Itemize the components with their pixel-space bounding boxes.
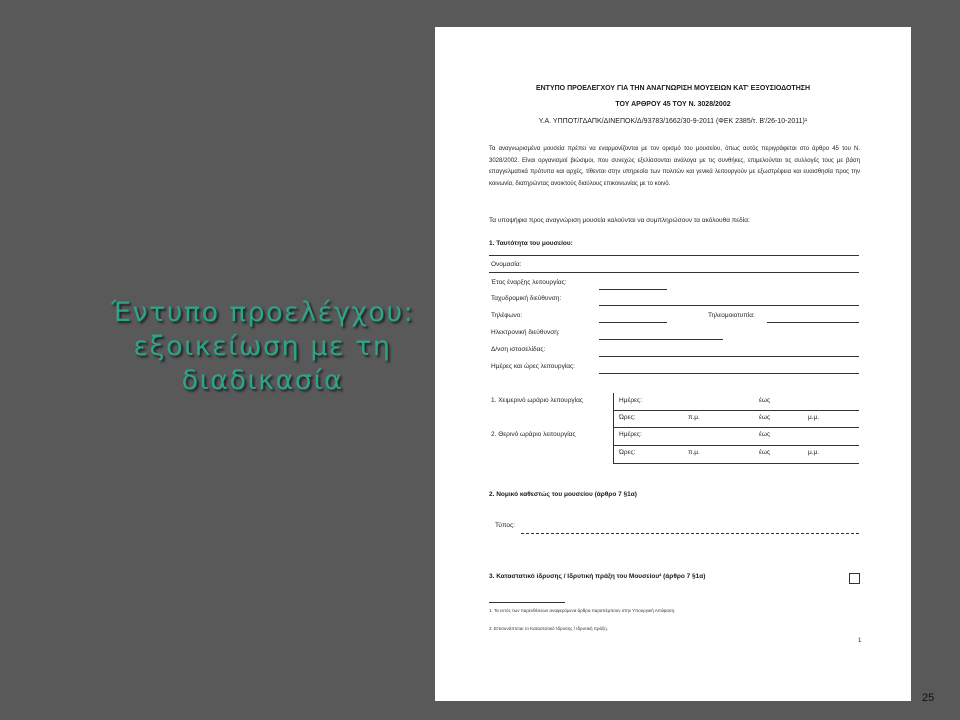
schedule-row-divider — [613, 445, 859, 446]
section-2-title: 2. Νομικό καθεστώς του μουσείου (άρθρο 7 §1α) — [489, 491, 637, 498]
postal-address-field-line — [599, 305, 859, 306]
website-label: Δ/νση ιστοσελίδας: — [491, 346, 546, 353]
winter-schedule-label: 1. Χειμερινό ωράριο λειτουργίας — [491, 397, 583, 404]
footnote-2: 2. Επισυνάπτεται το Καταστατικό Ίδρυσης / Ιδρυτική πράξη. — [489, 626, 608, 631]
email-field-line — [599, 339, 723, 340]
form-page-number: 1 — [858, 638, 862, 644]
form-heading-line-2: ΤΟΥ ΑΡΘΡΟΥ 45 ΤΟΥ Ν. 3028/2002 — [615, 101, 731, 108]
footnote-1: 1. Τα εντός των παρενθέσεων αναφερόμενα άρθρα παραπέμπουν στην Υπουργική Απόφαση. — [489, 608, 676, 613]
type-label: Τύπος: — [495, 522, 515, 529]
form-heading-line-1: ΕΝΤΥΠΟ ΠΡΟΕΛΕΓΧΟΥ ΓΙΑ ΤΗΝ ΑΝΑΓΝΩΡΙΣΗ ΜΟΥΣΕΙΩΝ ΚΑΤ' ΕΞΟΥΣΙΟΔΟΤΗΣΗ — [535, 85, 811, 92]
phone-field-line — [599, 322, 667, 323]
winter-hours-until: έως — [759, 414, 771, 421]
schedule-row-divider — [613, 427, 859, 428]
start-year-label: Έτος έναρξης λειτουργίας: — [491, 279, 567, 286]
scanned-form-page — [435, 27, 911, 701]
winter-hours-am: π.μ. — [688, 414, 700, 421]
winter-hours-label: Ώρες: — [619, 414, 636, 421]
name-field-line — [489, 272, 859, 273]
winter-days-until: έως — [759, 397, 771, 404]
founding-statute-checkbox — [849, 573, 860, 584]
days-hours-field-line — [599, 373, 859, 374]
summer-hours-pm: μ.μ. — [808, 449, 820, 456]
fax-field-line — [767, 322, 859, 323]
summer-days-label: Ημέρες: — [619, 431, 642, 438]
fax-label: Τηλεομοιοτυπία: — [708, 312, 755, 319]
schedule-row-divider — [613, 410, 859, 411]
slide-title — [90, 296, 435, 398]
winter-days-label: Ημέρες: — [619, 397, 642, 404]
website-field-line — [599, 356, 859, 357]
slide-title-line-3: διαδικασία — [181, 365, 344, 396]
slide-title-line-1: Έντυπο προελέγχου: — [110, 297, 415, 328]
form-instructions: Τα υποψήφια προς αναγνώριση μουσεία καλούνται να συμπληρώσουν τα ακόλουθα πεδία: — [489, 217, 750, 224]
divider — [489, 255, 859, 256]
winter-hours-pm: μ.μ. — [808, 414, 820, 421]
footnote-separator — [489, 602, 565, 603]
type-field-line — [521, 533, 859, 534]
summer-hours-label: Ώρες: — [619, 449, 636, 456]
form-intro-paragraph: Τα αναγνωρισμένα μουσεία πρέπει να εναρμονίζονται με τον ορισμό του μουσείου, όπως αυτός περιγράφεται στο άρθρο 45 του Ν. 3028/2002. Είναι οργανισμοί βιώσιμοι, που συνεχώς εξελίσσονται ανάλογα με τις συνθήκες, επιμελούνται τις συλλογές τους με βάση επαγγελματικά πρότυπα και αρχές, τίθενται στην υπηρεσία των πολιτών και γενικά λειτουργούν με εξωστρέφεια και ευαισθησία προς την κοινωνία, διατηρώντας ανοικτούς διαύλους επικοινωνίας με το κοινό. — [489, 146, 860, 187]
summer-hours-am: π.μ. — [688, 449, 700, 456]
phone-label: Τηλέφωνο: — [491, 312, 523, 319]
form-legal-reference: Υ.Α. ΥΠΠΟΤ/ΓΔΑΠΚ/ΔΙΝΕΠΟΚ/Δ/93783/1662/30-9-2011 (ΦΕΚ 2385/τ. Β'/26-10-2011)¹ — [538, 118, 808, 125]
schedule-row-divider — [613, 463, 859, 464]
slide-page-number: 25 — [922, 692, 935, 704]
summer-hours-until: έως — [759, 449, 771, 456]
summer-days-until: έως — [759, 431, 771, 438]
email-label: Ηλεκτρονική διεύθυνση: — [491, 329, 560, 336]
postal-address-label: Ταχυδρομική διεύθυνση: — [491, 295, 562, 302]
slide-title-line-2: εξοικείωση με τη — [133, 331, 392, 362]
section-3-title: 3. Καταστατικό ίδρυσης / Ιδρυτική πράξη του Μουσείου² (άρθρο 7 §1α) — [489, 573, 706, 580]
schedule-table-left-border — [613, 393, 614, 463]
summer-schedule-label: 2. Θερινό ωράριο λειτουργίας — [491, 431, 576, 438]
name-label: Ονομασία: — [491, 261, 522, 268]
start-year-field-line — [599, 289, 667, 290]
section-1-title: 1. Ταυτότητα του μουσείου: — [489, 240, 573, 247]
days-hours-label: Ημέρες και ώρες λειτουργίας: — [491, 363, 575, 370]
